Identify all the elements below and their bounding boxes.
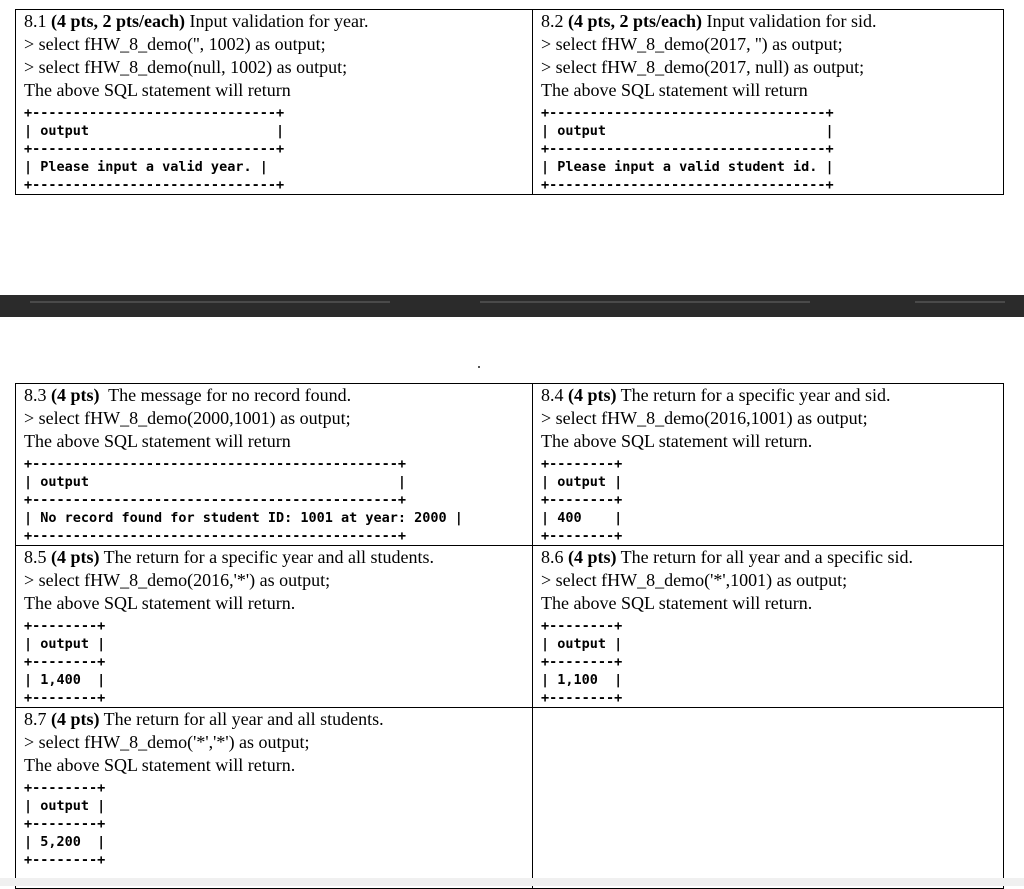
faded-text-line [480,301,810,303]
question-heading: 8.3 (4 pts) The message for no record found. [24,385,352,405]
faded-text-line [30,301,390,303]
question-line: > select fHW_8_demo(2016,'*') as output; [24,570,331,590]
question-line: > select fHW_8_demo(2016,1001) as output; [541,408,868,428]
question-cell-8-7 [16,708,533,889]
question-line: > select fHW_8_demo(2000,1001) as output; [24,408,351,428]
question-cell-8-6 [533,546,1004,708]
question-heading: 8.1 (4 pts, 2 pts/each) Input validation for year. [24,11,369,31]
question-line: > select fHW_8_demo(null, 1002) as output; [24,57,348,77]
question-heading: 8.5 (4 pts) The return for a specific year and all students. [24,547,435,567]
sql-output-block: +--------+ | output | +--------+ | 400 | +--------+ [541,456,623,544]
question-heading: 8.4 (4 pts) The return for a specific year and sid. [541,385,891,405]
question-cell-8-1 [16,10,533,195]
question-line: The above SQL statement will return [24,80,291,100]
faded-text-line [915,301,1005,303]
question-line: The above SQL statement will return [541,80,808,100]
sql-output-block: +--------+ | output | +--------+ | 1,400 | +--------+ [24,618,106,706]
question-cell-8-3 [16,384,533,546]
question-line: > select fHW_8_demo('', 1002) as output; [24,34,326,54]
sql-output-block: +--------+ | output | +--------+ | 5,200 | +--------+ [24,780,106,868]
question-line: The above SQL statement will return. [541,431,813,451]
question-line: The above SQL statement will return. [24,593,296,613]
question-heading: 8.2 (4 pts, 2 pts/each) Input validation for sid. [541,11,877,31]
question-line: The above SQL statement will return [24,431,291,451]
page-break-band [0,295,1024,317]
question-heading: 8.7 (4 pts) The return for all year and all students. [24,709,384,729]
sql-output-block: +---------------------------------------------+ | output | +---------------------------------------------+ | No record found for student ID: 1001 at year: 2000 | +---------------------------------------------+ [24,456,463,544]
empty-cell [533,708,1004,889]
question-cell-8-2 [533,10,1004,195]
question-line: > select fHW_8_demo(2017, '') as output; [541,34,843,54]
stray-dot [478,366,480,368]
sql-output-block: +----------------------------------+ | output | +----------------------------------+ | Please input a valid student id. | +----------------------------------+ [541,105,834,193]
question-table-top [15,9,1004,195]
question-line: > select fHW_8_demo('*','*') as output; [24,732,310,752]
question-line: > select fHW_8_demo('*',1001) as output; [541,570,848,590]
page-bottom-edge [0,878,1024,886]
sql-output-block: +--------+ | output | +--------+ | 1,100 | +--------+ [541,618,623,706]
question-cell-8-5 [16,546,533,708]
question-heading: 8.6 (4 pts) The return for all year and a specific sid. [541,547,914,567]
question-table-bottom [15,383,1004,889]
question-cell-8-4 [533,384,1004,546]
question-line: The above SQL statement will return. [24,755,296,775]
question-line: The above SQL statement will return. [541,593,813,613]
question-line: > select fHW_8_demo(2017, null) as output; [541,57,865,77]
sql-output-block: +------------------------------+ | output | +------------------------------+ | Please input a valid year. | +------------------------------+ [24,105,285,193]
